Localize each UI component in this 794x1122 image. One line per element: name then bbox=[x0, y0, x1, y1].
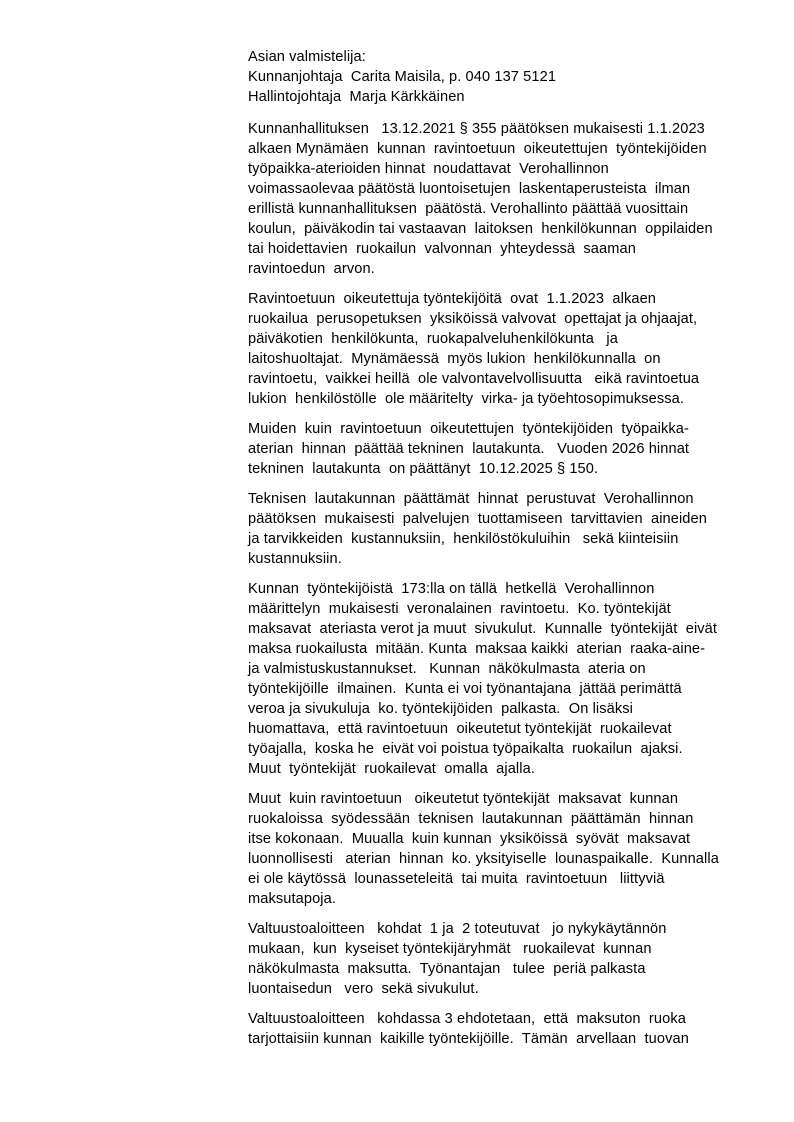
text-line: ja valmistuskustannukset. Kunnan näkökulmasta ateria on bbox=[248, 661, 646, 677]
text-line: maksa ruokailusta mitään. Kunta maksaa kaikki aterian raaka-aine- bbox=[248, 641, 706, 657]
text-line: voimassaolevaa päätöstä luontoisetujen laskentaperusteista ilman bbox=[248, 181, 691, 197]
text-line: ravintoetu, vaikkei heillä ole valvontavelvollisuutta eikä ravintoetua bbox=[248, 371, 700, 387]
text-line: näkökulmasta maksutta. Työnantajan tulee periä palkasta bbox=[248, 961, 646, 977]
paragraph-initiative-points-1-2 bbox=[248, 919, 758, 999]
text-line: päiväkotien henkilökunta, ruokapalveluhenkilökunta ja bbox=[248, 331, 618, 347]
text-line: aterian hinnan päättää tekninen lautakunta. Vuoden 2026 hinnat bbox=[248, 441, 690, 457]
text-line: laitoshuoltajat. Mynämäessä myös lukion henkilökunnalla on bbox=[248, 351, 661, 367]
text-line: huomattava, että ravintoetuun oikeutetut työntekijät ruokailevat bbox=[248, 721, 672, 737]
text-line: työpaikka-aterioiden hinnat noudattavat Verohallinnon bbox=[248, 161, 609, 177]
paragraph-paying-employees bbox=[248, 789, 758, 909]
text-line: työntekijöille ilmainen. Kunta ei voi työnantajana jättää perimättä bbox=[248, 681, 682, 697]
text-line: itse kokonaan. Muualla kuin kunnan yksiköissä syövät maksavat bbox=[248, 831, 691, 847]
text-line: veroa ja sivukuluja ko. työntekijöiden palkasta. On lisäksi bbox=[248, 701, 634, 717]
text-line: maksutapoja. bbox=[248, 891, 336, 907]
text-line: koulun, päiväkodin tai vastaavan laitoksen henkilökunnan oppilaiden bbox=[248, 221, 713, 237]
text-line: luonnollisesti aterian hinnan ko. yksityiselle lounaspaikalle. Kunnalla bbox=[248, 851, 719, 867]
text-line: kustannuksiin. bbox=[248, 551, 342, 567]
text-line: Kunnan työntekijöistä 173:lla on tällä hetkellä Verohallinnon bbox=[248, 581, 655, 597]
text-line: Muut kuin ravintoetuun oikeutetut työntekijät maksavat kunnan bbox=[248, 791, 679, 807]
paragraph-price-basis bbox=[248, 489, 758, 569]
paragraph-initiative-point-3 bbox=[248, 1009, 758, 1049]
text-line: Valtuustoaloitteen kohdat 1 ja 2 toteutuvat jo nykykäytännön bbox=[248, 921, 667, 937]
text-line: tai hoidettavien ruokailun valvonnan yhteydessä saaman bbox=[248, 241, 636, 257]
text-line: Teknisen lautakunnan päättämät hinnat perustuvat Verohallinnon bbox=[248, 491, 694, 507]
preparer-block bbox=[248, 47, 758, 107]
text-line: Muut työntekijät ruokailevat omalla ajalla. bbox=[248, 761, 535, 777]
text-line: Kunnanhallituksen 13.12.2021 § 355 päätöksen mukaisesti 1.1.2023 bbox=[248, 121, 705, 137]
text-line: tekninen lautakunta on päättänyt 10.12.2025 § 150. bbox=[248, 461, 599, 477]
text-line: Muiden kuin ravintoetuun oikeutettujen työntekijöiden työpaikka- bbox=[248, 421, 689, 437]
text-line: ei ole käytössä lounasseteleitä tai muita ravintoetuun liittyviä bbox=[248, 871, 665, 887]
text-line: ruokaloissa syödessään teknisen lautakunnan päättämän hinnan bbox=[248, 811, 694, 827]
text-line: Valtuustoaloitteen kohdassa 3 ehdotetaan, että maksuton ruoka bbox=[248, 1011, 686, 1027]
text-line: lukion henkilöstölle ole määritelty virka- ja työehtosopimuksessa. bbox=[248, 391, 684, 407]
text-line: päätöksen mukaisesti palvelujen tuottamiseen tarvittavien aineiden bbox=[248, 511, 707, 527]
text-line: Hallintojohtaja Marja Kärkkäinen bbox=[248, 89, 465, 105]
text-line: mukaan, kun kyseiset työntekijäryhmät ruokailevat kunnan bbox=[248, 941, 652, 957]
text-line: ravintoedun arvon. bbox=[248, 261, 375, 277]
text-line: maksavat ateriasta verot ja muut sivukulut. Kunnalle työntekijät eivät bbox=[248, 621, 718, 637]
text-line: erillistä kunnanhallituksen päätöstä. Verohallinto päättää vuosittain bbox=[248, 201, 689, 217]
text-line: luontaisedun vero sekä sivukulut. bbox=[248, 981, 479, 997]
text-line: ruokailua perusopetuksen yksiköissä valvovat opettajat ja ohjaajat, bbox=[248, 311, 698, 327]
text-line: alkaen Mynämäen kunnan ravintoetuun oikeutettujen työntekijöiden bbox=[248, 141, 707, 157]
text-line: tarjottaisiin kunnan kaikille työntekijöille. Tämän arvellaan tuovan bbox=[248, 1031, 689, 1047]
paragraph-taxable-benefit bbox=[248, 579, 758, 779]
text-line: työajalla, koska he eivät voi poistua työpaikalta ruokailun ajaksi. bbox=[248, 741, 683, 757]
paragraph-decision-basis bbox=[248, 119, 758, 279]
text-line: ja tarvikkeiden kustannuksiin, henkilöstökuluihin sekä kiinteisiin bbox=[248, 531, 679, 547]
text-line: Ravintoetuun oikeutettuja työntekijöitä ovat 1.1.2023 alkaen bbox=[248, 291, 656, 307]
paragraph-entitled-employees bbox=[248, 289, 758, 409]
text-line: Kunnanjohtaja Carita Maisila, p. 040 137 5121 bbox=[248, 69, 557, 85]
text-line: Asian valmistelija: bbox=[248, 49, 366, 65]
text-line: määrittelyn mukaisesti veronalainen ravintoetu. Ko. työntekijät bbox=[248, 601, 671, 617]
paragraph-other-employees-pricing bbox=[248, 419, 758, 479]
